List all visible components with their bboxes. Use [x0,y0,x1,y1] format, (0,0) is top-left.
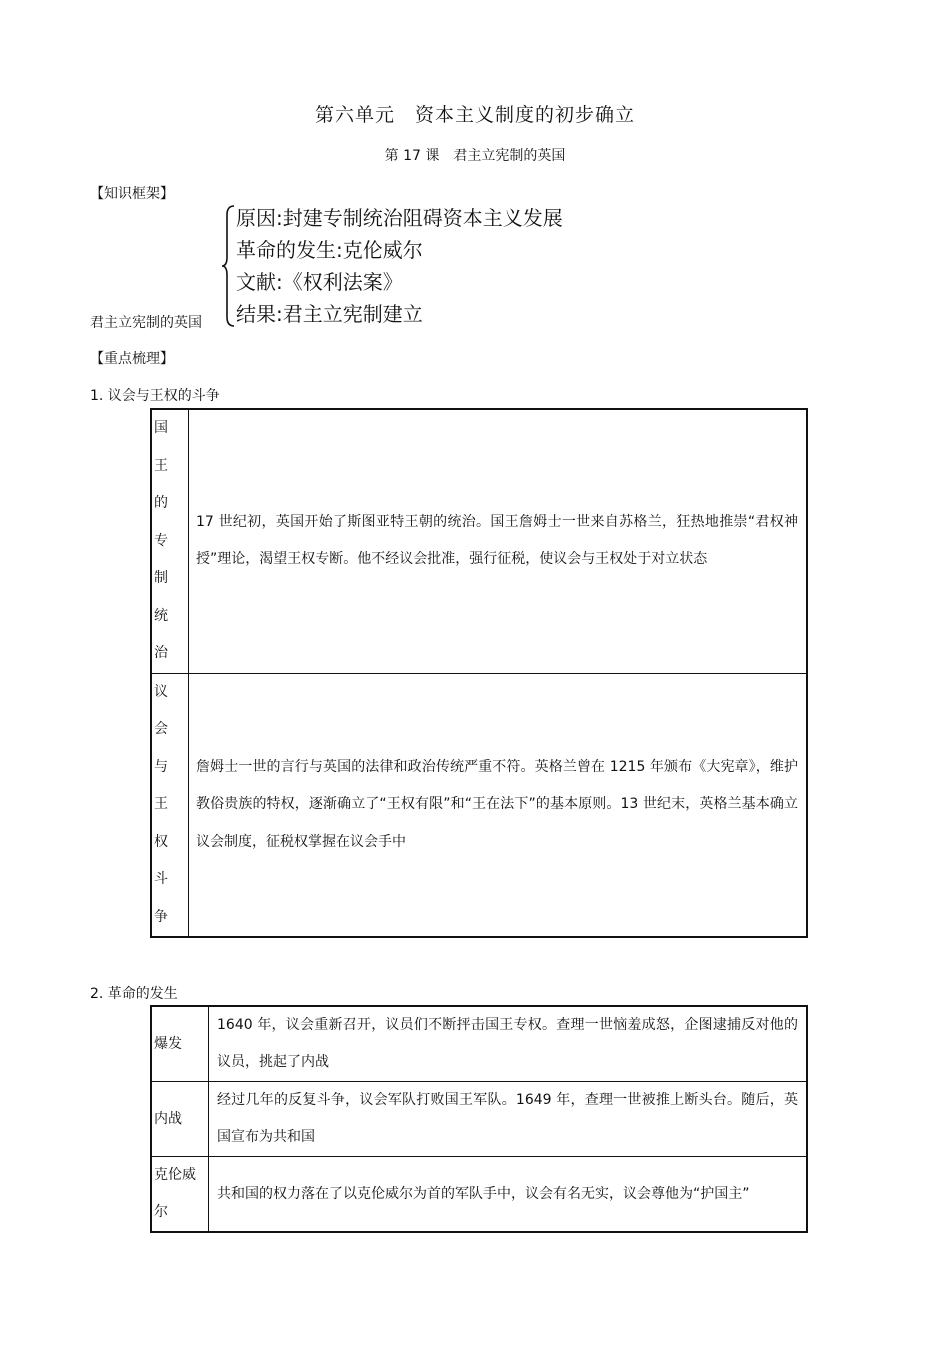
revolution-table [150,1005,808,1233]
section2-heading: 2. 革命的发生 [90,986,178,1002]
framework-heading: 【知识框架】 [90,186,174,202]
row-text: 詹姆士一世的言行与英国的法律和政治传统严重不符。英格兰曾在 1215 年颁布《大宪章》，维护教俗贵族的特权，逐渐确立了“王权有限”和“王在法下”的基本原则。13 世纪末，英格兰基本确立议会制度，征税权掌握在议会手中 [189,673,808,937]
row-text: 17 世纪初，英国开始了斯图亚特王朝的统治。国王詹姆士一世来自苏格兰，狂热地推崇“君权神授”理论，渴望王权专断。他不经议会批准，强行征税，使议会与王权处于对立状态 [189,409,808,673]
row-label-vertical: 议 会 与 王 权 斗 争 [151,673,189,937]
table-row [151,673,807,937]
section1-heading: 1. 议会与王权的斗争 [90,388,220,404]
framework-item-revolution: 革命的发生:克伦威尔 [236,238,423,262]
framework-item-document: 文献:《权利法案》 [236,270,403,294]
page-title: 第六单元 资本主义制度的初步确立 [314,104,635,126]
lesson-subtitle: 第 17 课 君主立宪制的英国 [384,148,566,164]
row-text: 共和国的权力落在了以克伦威尔为首的军队手中，议会有名无实，议会尊他为“护国主” [209,1157,808,1233]
brace-icon [222,205,236,327]
row-text: 1640 年，议会重新召开，议员们不断抨击国王专权。查理一世恼羞成怒，企图逮捕反对他的议员，挑起了内战 [209,1006,808,1082]
framework-item-cause: 原因:封建专制统治阻碍资本主义发展 [236,206,563,230]
row-label-vertical: 国 王 的 专 制 统 治 [151,409,189,673]
table-row [151,1082,807,1157]
row-label: 爆发 [151,1006,209,1082]
row-label: 内战 [151,1082,209,1157]
row-text: 经过几年的反复斗争，议会军队打败国王军队。1649 年，查理一世被推上断头台。随后，英国宣布为共和国 [209,1082,808,1157]
row-label: 克伦威尔 [151,1157,209,1233]
table-row [151,409,807,673]
framework-item-result: 结果:君主立宪制建立 [236,302,423,326]
table-row [151,1006,807,1082]
key-points-heading: 【重点梳理】 [90,351,174,367]
framework-root: 君主立宪制的英国 [90,315,202,331]
parliament-vs-crown-table [150,408,808,938]
table-row [151,1157,807,1233]
